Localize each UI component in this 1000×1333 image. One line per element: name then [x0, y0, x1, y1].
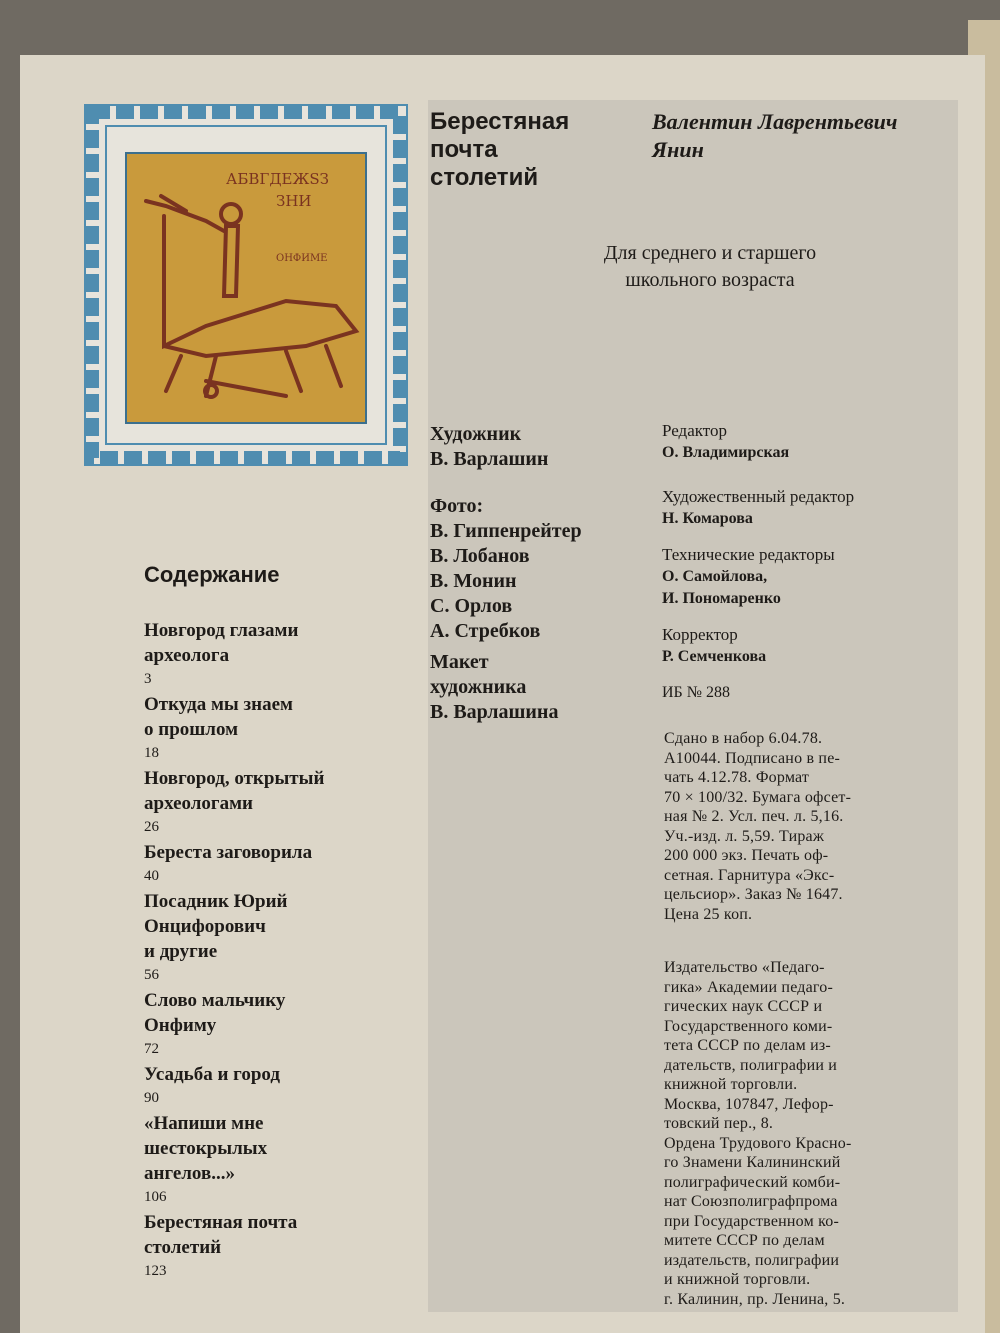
- birchbark-illustration: [84, 104, 408, 466]
- toc-heading: Содержание: [144, 562, 280, 587]
- toc-item-title: Онфиму: [144, 1015, 217, 1036]
- toc-item-title: Посадник Юрий: [144, 891, 288, 912]
- toc-item-title: Онцифорович: [144, 916, 266, 937]
- art-editor-role: Художественный редактор: [662, 487, 855, 506]
- photographer: С. Орлов: [430, 595, 513, 617]
- toc-item-title: и другие: [144, 941, 218, 962]
- inscription-second-line: ЗНИ: [276, 192, 312, 210]
- audience-line: школьного возраста: [625, 269, 795, 291]
- tech-editor-name: И. Пономаренко: [662, 590, 781, 607]
- toc-item-title: о прошлом: [144, 719, 239, 740]
- toc-item-page: 90: [144, 1090, 159, 1106]
- toc-item-title: Берестяная почта: [144, 1212, 298, 1233]
- print-info-line: цельсиор». Заказ № 1647.: [664, 886, 843, 903]
- publisher-line: дательств, полиграфии и: [664, 1056, 838, 1074]
- audience-line: Для среднего и старшего: [603, 242, 817, 264]
- toc-item[interactable]: [144, 1111, 414, 1208]
- toc-item-page: 106: [144, 1189, 167, 1205]
- publisher-line: гических наук СССР и: [664, 998, 823, 1015]
- toc-item-page: 72: [144, 1041, 159, 1057]
- toc-item-title: Откуда мы знаем: [144, 694, 293, 715]
- title-line: столетий: [430, 164, 539, 191]
- publisher-line: Издательство «Педаго-: [664, 959, 825, 976]
- title-line: почта: [430, 136, 498, 163]
- toc-item[interactable]: [144, 1210, 414, 1282]
- toc-item-title: археологами: [144, 793, 253, 814]
- publisher-line: гика» Академии педаго-: [664, 978, 834, 996]
- toc-item[interactable]: [144, 840, 414, 887]
- ib-number: ИБ № 288: [662, 684, 731, 701]
- publisher-line: тета СССР по делам из-: [664, 1037, 831, 1054]
- artist-name: В. Варлашин: [430, 448, 549, 470]
- layout-credit-line: Макет: [430, 651, 489, 673]
- artist-role: Художник: [430, 423, 522, 445]
- print-info-line: 200 000 экз. Печать оф-: [664, 847, 829, 864]
- publisher-line: при Государственном ко-: [664, 1212, 839, 1230]
- print-info-line: А10044. Подписано в пе-: [664, 749, 841, 767]
- tech-editors-role: Технические редакторы: [662, 545, 835, 564]
- toc-item-title: «Напиши мне: [144, 1113, 264, 1134]
- corrector-name: Р. Семченкова: [662, 648, 767, 665]
- editor-block: [662, 420, 962, 464]
- toc-item-page: 56: [144, 967, 159, 983]
- art-editor-block: [662, 486, 962, 530]
- tech-editors-block: [662, 544, 962, 610]
- toc-item[interactable]: [144, 889, 414, 986]
- publisher-line: Государственного коми-: [664, 1017, 833, 1035]
- photographer: В. Монин: [430, 570, 517, 592]
- art-editor-name: Н. Комарова: [662, 510, 753, 527]
- photo-role: Фото:: [430, 495, 484, 517]
- photographer: В. Гиппенрейтер: [430, 520, 582, 542]
- publisher-info: [664, 958, 936, 1309]
- toc-item-title: Усадьба и город: [144, 1064, 280, 1085]
- toc-item[interactable]: [144, 618, 414, 690]
- book-author: [652, 108, 972, 164]
- toc-item-title: шестокрылых: [144, 1138, 268, 1159]
- toc-item-title: Новгород, открытый: [144, 768, 325, 789]
- print-info: [664, 729, 936, 924]
- title-line: Берестяная: [430, 108, 570, 135]
- toc-item-page: 18: [144, 745, 159, 761]
- publisher-line: товский пер., 8.: [664, 1115, 774, 1132]
- print-info-line: Сдано в набор 6.04.78.: [664, 730, 823, 747]
- book-title: [430, 108, 640, 192]
- publisher-line: нат Союзполиграфпрома: [664, 1193, 838, 1210]
- toc-item-title: Береста заговорила: [144, 842, 313, 863]
- toc-item[interactable]: [144, 988, 414, 1060]
- toc-item-page: 123: [144, 1263, 167, 1279]
- publisher-line: полиграфический комби-: [664, 1173, 841, 1191]
- print-info-line: 70 × 100/32. Бумага офсет-: [664, 788, 852, 806]
- layout-credit-line: В. Варлашина: [430, 701, 559, 723]
- toc-item-page: 26: [144, 819, 159, 835]
- toc-item-page: 3: [144, 671, 152, 687]
- tech-editor-name: О. Самойлова,: [662, 568, 768, 585]
- toc-item[interactable]: [144, 766, 414, 838]
- publisher-line: и книжной торговли.: [664, 1271, 811, 1288]
- print-info-line: Цена 25 коп.: [664, 905, 753, 923]
- illustration-svg: [86, 106, 406, 464]
- print-info-line: Уч.-изд. л. 5,59. Тираж: [664, 827, 825, 845]
- author-line: Валентин Лаврентьевич: [652, 109, 898, 134]
- publisher-line: митете СССР по делам: [664, 1232, 825, 1249]
- publisher-line: Ордена Трудового Красно-: [664, 1134, 852, 1152]
- inscription-name: ОНФИМЕ: [276, 253, 328, 264]
- toc-item-title: археолога: [144, 645, 230, 666]
- publisher-line: г. Калинин, пр. Ленина, 5.: [664, 1290, 846, 1308]
- credits-right: [662, 420, 962, 716]
- toc-item-title: Новгород глазами: [144, 620, 299, 641]
- corrector-block: [662, 624, 962, 668]
- layout-credit-line: художника: [430, 676, 527, 698]
- toc-item-title: Слово мальчику: [144, 990, 286, 1011]
- toc-item[interactable]: [144, 1062, 414, 1109]
- photographer: В. Лобанов: [430, 545, 530, 567]
- corrector-role: Корректор: [662, 625, 738, 644]
- publisher-line: Москва, 107847, Лефор-: [664, 1095, 834, 1113]
- publisher-line: издательств, полиграфии: [664, 1251, 840, 1269]
- publisher-line: книжной торговли.: [664, 1076, 798, 1093]
- print-info-line: сетная. Гарнитура «Экс-: [664, 866, 835, 884]
- photographer: А. Стребков: [430, 620, 541, 642]
- inscription-alphabet: АБВГДЕЖЅЗ: [226, 170, 329, 188]
- editor-name: О. Владимирская: [662, 444, 790, 461]
- toc-item-page: 40: [144, 868, 159, 884]
- print-info-line: ная № 2. Усл. печ. л. 5,16.: [664, 808, 844, 825]
- toc-item-title: ангелов...»: [144, 1163, 235, 1184]
- audience-note: [500, 240, 920, 294]
- toc-item[interactable]: [144, 692, 414, 764]
- publisher-line: го Знамени Калининский: [664, 1154, 841, 1171]
- editor-role: Редактор: [662, 421, 727, 440]
- author-line: Янин: [652, 137, 704, 162]
- table-of-contents: [144, 562, 414, 1284]
- print-info-line: чать 4.12.78. Формат: [664, 769, 810, 786]
- toc-item-title: столетий: [144, 1237, 222, 1258]
- credits-left: [430, 422, 650, 725]
